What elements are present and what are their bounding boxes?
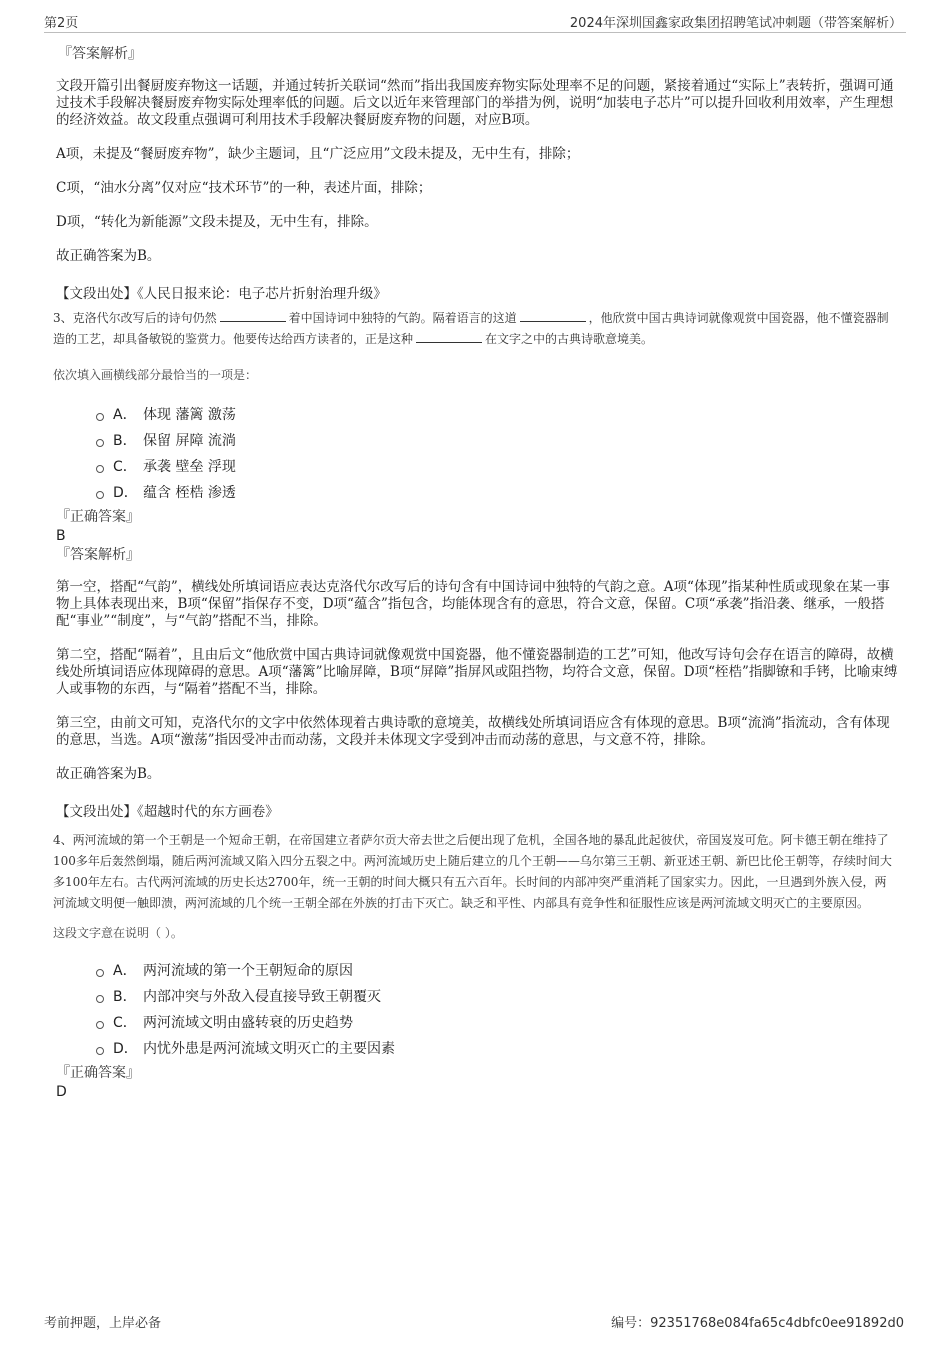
- q4-answer-label: 『正确答案』: [56, 1065, 140, 1081]
- q4-options: [96, 957, 898, 1061]
- q3-option-d[interactable]: D． 蕴含 桎梏 渗透: [96, 479, 898, 505]
- q2-answer-summary: 故正确答案为B。: [56, 248, 161, 264]
- q3-option-a[interactable]: A． 体现 藩篱 激荡: [96, 401, 898, 427]
- q2-analysis-p3: C项，“油水分离”仅对应“技术环节”的一种，表述片面，排除；: [56, 180, 432, 196]
- radio-icon[interactable]: [96, 439, 104, 447]
- document-title: 2024年深圳国鑫家政集团招聘笔试冲刺题（带答案解析）: [569, 16, 902, 31]
- q3-option-c[interactable]: C． 承袭 壁垒 浮现: [96, 453, 898, 479]
- q2-analysis-p2: A项，未提及“餐厨废弃物”，缺少主题词，且“广泛应用”文段未提及，无中生有，排除；: [56, 146, 580, 162]
- q3-option-b[interactable]: B． 保留 屏障 流淌: [96, 427, 898, 453]
- q4-option-a[interactable]: A． 两河流域的第一个王朝短命的原因: [96, 957, 898, 983]
- radio-icon[interactable]: [96, 969, 104, 977]
- radio-icon[interactable]: [96, 995, 104, 1003]
- radio-icon[interactable]: [96, 465, 104, 473]
- radio-icon[interactable]: [96, 491, 104, 499]
- q4-option-c[interactable]: C． 两河流域文明由盛转衰的历史趋势: [96, 1009, 898, 1035]
- q2-analysis-p4: D项，“转化为新能源”文段未提及，无中生有，排除。: [56, 214, 378, 230]
- q3-question-text: 3、克洛代尔改写后的诗句仍然 着中国诗词中独特的气韵。隔着语言的这道 ，他欣赏中国古典诗词就像观赏中国瓷器，他不懂瓷器制造的工艺，却具备敏锐的鉴赏力。他要传达给西方读者的，正是这种 在文字之中的古典诗歌意境美。: [53, 311, 889, 346]
- q3-analysis-label: 『答案解析』: [56, 547, 140, 563]
- main-content: [53, 44, 898, 1101]
- q2-analysis-label: 『答案解析』: [58, 46, 142, 62]
- document-code: 编号：92351768e084fa65c4dbfc0ee91892d0: [611, 1316, 904, 1331]
- radio-icon[interactable]: [96, 1047, 104, 1055]
- radio-icon[interactable]: [96, 1021, 104, 1029]
- q3-options: [96, 401, 898, 505]
- radio-icon[interactable]: [96, 413, 104, 421]
- q4-option-b[interactable]: B． 内部冲突与外敌入侵直接导致王朝覆灭: [96, 983, 898, 1009]
- q3-answer-label: 『正确答案』: [56, 509, 140, 525]
- q3-analysis-p3: 第三空，由前文可知，克洛代尔的文字中依然体现着古典诗歌的意境美，故横线处所填词语应含有体现的意思。B项“流淌”指流动，含有体现的意思，当选。A项“激荡”指因受冲击而动荡，文段并未体现文字受到冲击而动荡的意思，与文意不符，排除。: [56, 715, 890, 748]
- q4-question-text: 4、两河流域的第一个王朝是一个短命王朝，在帝国建立者萨尔贡大帝去世之后便出现了危机，全国各地的暴乱此起彼伏，帝国岌岌可危。阿卡德王朝在维持了100多年后轰然倒塌，随后两河流域又陷入四分五裂之中。两河流域历史上随后建立的几个王朝——乌尔第三王朝、新亚述王朝、新巴比伦王朝等，存续时间大多100年左右。古代两河流域的历史长达2700年，统一王朝的时间大概只有五六百年。长时间的内部冲突严重消耗了国家实力。因此，一旦遇到外族入侵，两河流域文明便一触即溃，两河流域的几个统一王朝全部在外族的打击下灭亡。缺乏和平性、内部具有竞争性和征服性应该是两河流域文明灭亡的主要原因。: [53, 833, 892, 910]
- q3-answer-summary: 故正确答案为B。: [56, 766, 161, 782]
- q3-blank-2: [520, 309, 586, 322]
- q3-analysis-p2: 第二空，搭配“隔着”，且由后文“他欣赏中国古典诗词就像观赏中国瓷器，他不懂瓷器制造的工艺”可知，他改写诗句会存在语言的障碍，故横线处所填词语应体现障碍的意思。A项“藩篱”比喻屏障，B项“屏障”指屏风或阻挡物，均符合文意，保留。D项“桎梏”指脚镣和手铐，比喻束缚人或事物的东西，与“隔着”搭配不当，排除。: [56, 647, 898, 697]
- q4-option-d[interactable]: D． 内忧外患是两河流域文明灭亡的主要因素: [96, 1035, 898, 1061]
- page-footer: [44, 1312, 906, 1332]
- q3-blank-3: [416, 330, 482, 343]
- q2-source: 【文段出处】《人民日报来论：电子芯片折射治理升级》: [56, 286, 387, 302]
- q4-answer: D: [56, 1084, 67, 1100]
- q4-prompt: 这段文字意在说明（ ）。: [53, 926, 183, 940]
- q3-answer: B: [56, 528, 66, 544]
- footer-slogan: 考前押题，上岸必备: [44, 1316, 162, 1331]
- q3-blank-1: [220, 309, 286, 322]
- q3-analysis-p1: 第一空，搭配“气韵”，横线处所填词语应表达克洛代尔改写后的诗句含有中国诗词中独特的气韵之意。A项“体现”指某种性质或现象在某一事物上具体表现出来，B项“保留”指保存不变，D项“蕴含”指包含，均能体现含有的意思，符合文意，保留。C项“承袭”指沿袭、继承，一般搭配“事业”“制度”，与“气韵”搭配不当，排除。: [56, 579, 890, 629]
- q2-analysis-p1: 文段开篇引出餐厨废弃物这一话题，并通过转折关联词“然而”指出我国废弃物实际处理率不足的问题，紧接着通过“实际上”表转折，强调可通过技术手段解决餐厨废弃物实际处理率低的问题。后文以近年来管理部门的举措为例，说明“加装电子芯片”可以提升回收利用效率，产生理想的经济效益。故文段重点强调可利用技术手段解决餐厨废弃物的问题，对应B项。: [56, 78, 894, 128]
- page-number: 第2页: [44, 16, 79, 31]
- q3-prompt: 依次填入画横线部分最恰当的一项是：: [53, 368, 258, 382]
- page-header: [44, 10, 906, 33]
- q3-source: 【文段出处】《超越时代的东方画卷》: [56, 804, 279, 820]
